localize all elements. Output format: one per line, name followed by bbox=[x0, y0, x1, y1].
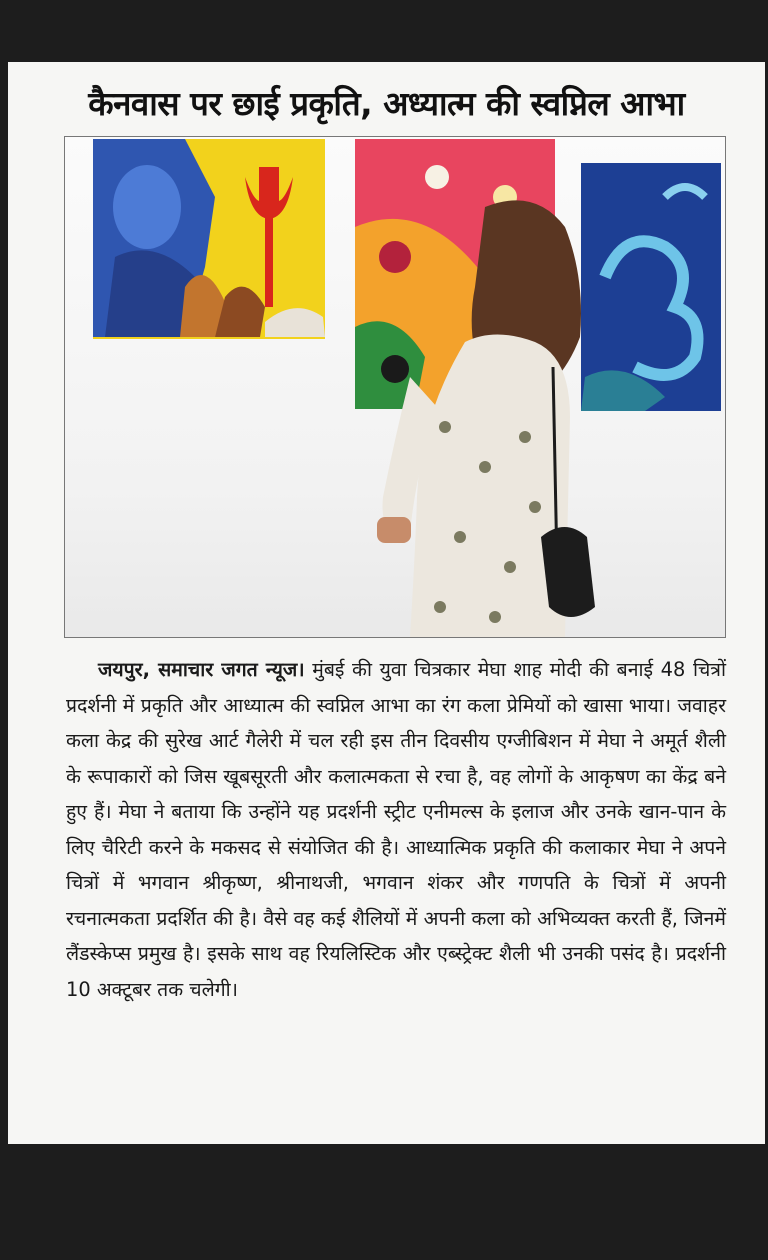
exhibition-photo bbox=[64, 136, 726, 638]
article-body bbox=[66, 652, 726, 1007]
headline: कैनवास पर छाई प्रकृति, अध्यात्म की स्वप्निल आभा bbox=[88, 84, 685, 123]
article-text: मुंबई की युवा चित्रकार मेघा शाह मोदी की बनाई 48 चित्रों प्रदर्शनी में प्रकृति और आध्यात्म की स्वप्निल आभा का रंग कला प्रेमियों को खासा भाया। जवाहर कला केद्र की सुरेख आर्ट गैलेरी में चल रही इस तीन दिवसीय एग्जीबिशन में मेघा ने अमूर्त शैली के रूपाकारों को जिस खूबसूरती और कलात्मकता से रचा है, वह लोगों के आकृषण का केंद्र बने हुए हैं। मेघा ने बताया कि उन्होंने यह प्रदर्शनी स्ट्रीट एनीमल्स के इलाज और उनके खान-पान के लिए चैरिटी करने के मकसद से संयोजित की है। आध्यात्मिक प्रकृति की कलाकार मेघा ने अपने चित्रों में भगवान श्रीकृष्ण, श्रीनाथजी, भगवान शंकर और गणपति के चित्रों में अपनी रचनात्मकता प्रदर्शित की है। वैसे वह कई शैलियों में अपनी कला को अभिव्यक्त करती हैं, जिनमें लैंडस्केप्स प्रमुख है। इसके साथ वह रियलिस्टिक और एब्स्ट्रेक्ट शैली भी उनकी पसंद है। प्रदर्शनी 10 अक्टूबर तक चलेगी। bbox=[66, 658, 727, 1001]
painting-om bbox=[581, 163, 721, 411]
dateline: जयपुर, समाचार जगत न्यूज। bbox=[98, 658, 305, 681]
newspaper-clipping bbox=[8, 62, 765, 1144]
photo-illustration bbox=[65, 137, 725, 637]
painting-shiva bbox=[93, 139, 325, 339]
